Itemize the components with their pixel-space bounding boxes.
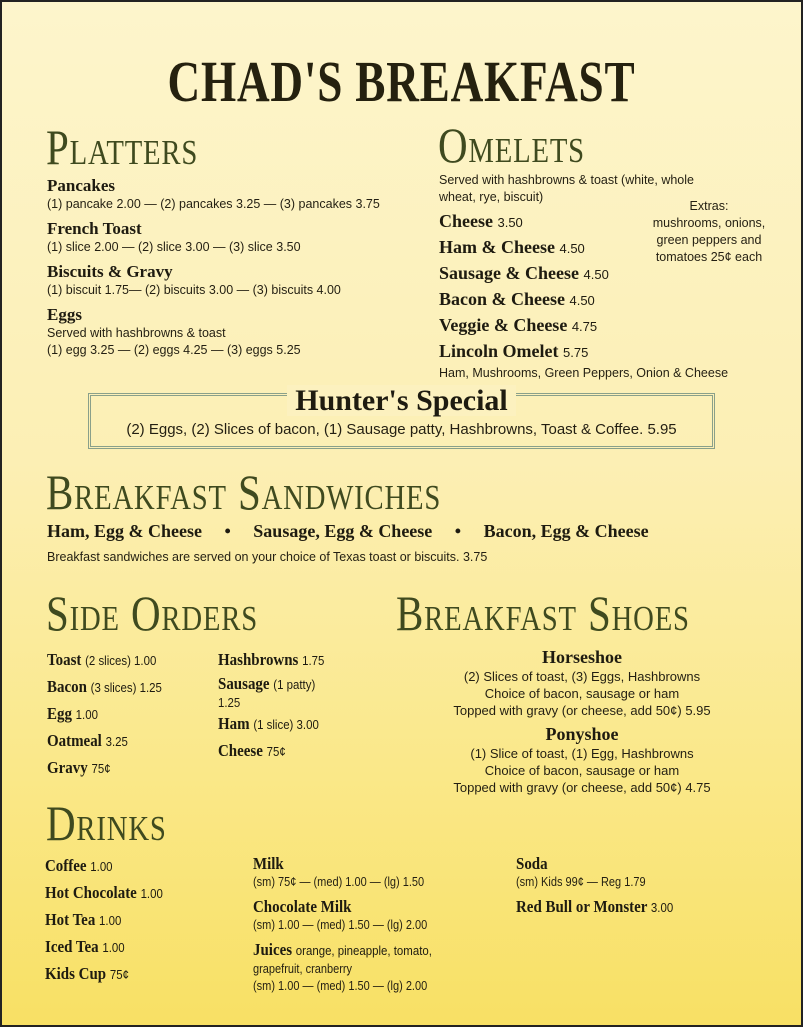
omelets-heading: Omelets: [438, 117, 585, 173]
hunters-special-desc: (2) Eggs, (2) Slices of bacon, (1) Sausage patty, Hashbrowns, Toast & Coffee. 5.95: [126, 421, 677, 438]
item-price: 75¢: [109, 967, 129, 982]
platters-heading: Platters: [46, 119, 199, 175]
item-desc: (sm) Kids 99¢ — Reg 1.79: [516, 875, 646, 889]
item-name: Red Bull or Monster: [516, 897, 648, 916]
item-name: Oatmeal: [47, 731, 102, 750]
item-desc: Choice of bacon, sausage or ham: [484, 686, 680, 701]
hunters-special-title: [0, 385, 803, 416]
extras-label: Extras:: [689, 199, 729, 213]
horseshoe: [402, 647, 762, 719]
item-name: Coffee: [45, 856, 87, 875]
sandwich-desc: Breakfast sandwiches are served on your choice of Texas toast or biscuits. 3.75: [47, 550, 488, 564]
omelets-note: wheat, rye, biscuit): [439, 190, 544, 204]
item-price: 1.00: [99, 913, 122, 928]
item-name: Biscuits & Gravy: [47, 262, 173, 281]
item-name: Pancakes: [47, 176, 115, 195]
sides-heading: Side Orders: [46, 585, 259, 641]
extras-line: mushrooms, onions,: [652, 216, 766, 230]
item-name: Sausage & Cheese: [439, 263, 579, 283]
item-name: Ponyshoe: [545, 724, 619, 744]
item-desc: Topped with gravy (or cheese, add 50¢) 5.95: [453, 703, 711, 718]
item-name: Toast: [47, 650, 82, 669]
drinks-col3: [516, 853, 673, 918]
drinks-heading: Drinks: [46, 795, 167, 851]
item-price: 3.50: [497, 215, 523, 230]
omelet-extras: [640, 198, 778, 266]
separator: •: [454, 521, 462, 541]
item-price: (2 slices) 1.00: [85, 653, 157, 668]
ponyshoe: [402, 724, 762, 796]
menu-title: CHAD'S BREAKFAST: [167, 49, 636, 114]
item-name: Sausage: [218, 674, 270, 693]
extras-line: tomatoes 25¢ each: [655, 250, 763, 264]
item-price: (3 slices) 1.25: [90, 680, 162, 695]
item-name: Iced Tea: [45, 937, 99, 956]
item-name: Lincoln Omelet: [439, 341, 559, 361]
item-name: Cheese: [218, 741, 263, 760]
juice-flavors: grapefruit, cranberry: [253, 962, 353, 976]
separator: •: [224, 521, 231, 541]
item-name: Hot Tea: [45, 910, 96, 929]
item-price: 1.00: [75, 707, 98, 722]
sandwich-item: Sausage, Egg & Cheese: [253, 521, 433, 541]
item-desc: (1) slice 2.00 — (2) slice 3.00 — (3) slice 3.50: [47, 240, 301, 254]
item-name: Milk: [253, 854, 284, 873]
sides-col1: [47, 647, 162, 782]
juice-flavors: orange, pineapple, tomato,: [295, 943, 432, 958]
item-price: 3.00: [650, 900, 674, 915]
sandwich-item: Ham, Egg & Cheese: [47, 521, 202, 541]
shoes-heading: Breakfast Shoes: [396, 585, 690, 641]
item-name: Ham & Cheese: [439, 237, 555, 257]
item-name: Kids Cup: [45, 964, 107, 983]
item-name: Chocolate Milk: [253, 897, 352, 916]
item-desc: (1) Slice of toast, (1) Egg, Hashbrowns: [470, 746, 694, 761]
item-price: 75¢: [266, 744, 286, 759]
sandwich-list: [47, 521, 649, 542]
item-desc: (sm) 1.00 — (med) 1.50 — (lg) 2.00: [253, 979, 428, 993]
item-name: Ham: [218, 714, 250, 733]
item-price: 1.25: [218, 695, 241, 710]
item-price: (1 slice) 3.00: [253, 717, 319, 732]
item-name: Juices: [253, 940, 293, 959]
item-name: Soda: [516, 854, 548, 873]
item-price: 5.75: [563, 345, 589, 360]
drinks-col2: [253, 853, 432, 995]
item-desc: (1) pancake 2.00 — (2) pancakes 3.25 — (3) pancakes 3.75: [47, 197, 380, 211]
item-name: Bacon & Cheese: [439, 289, 565, 309]
item-name: Egg: [47, 704, 72, 723]
item-desc: Topped with gravy (or cheese, add 50¢) 4.75: [453, 780, 711, 795]
sandwiches-heading: Breakfast Sandwiches: [46, 464, 442, 520]
sandwich-item: Bacon, Egg & Cheese: [483, 521, 649, 541]
item-price: 1.00: [90, 859, 113, 874]
sides-col2: [218, 647, 324, 765]
item-note: Served with hashbrowns & toast: [47, 326, 226, 340]
hunters-special-title-text: Hunter's Special: [287, 385, 516, 416]
omelets-note: Served with hashbrowns & toast (white, whole: [439, 173, 694, 187]
item-price: (1 patty): [273, 677, 316, 692]
item-desc: (1) egg 3.25 — (2) eggs 4.25 — (3) eggs 5.25: [47, 343, 301, 357]
item-name: Cheese: [439, 211, 493, 231]
item-price: 75¢: [91, 761, 111, 776]
item-price: 3.25: [105, 734, 128, 749]
item-price: 1.75: [302, 653, 325, 668]
item-name: Bacon: [47, 677, 87, 696]
item-price: 4.50: [583, 267, 609, 282]
item-name: Veggie & Cheese: [439, 315, 568, 335]
item-name: Hashbrowns: [218, 650, 299, 669]
item-price: 1.00: [140, 886, 163, 901]
item-name: Gravy: [47, 758, 88, 777]
item-desc: (sm) 1.00 — (med) 1.50 — (lg) 2.00: [253, 918, 428, 932]
item-name: Eggs: [47, 305, 82, 324]
item-name: Hot Chocolate: [45, 883, 137, 902]
item-desc: Choice of bacon, sausage or ham: [484, 763, 680, 778]
item-price: 1.00: [102, 940, 125, 955]
drinks-col1: [45, 853, 163, 988]
platters-list: [47, 175, 437, 359]
lincoln-desc: Ham, Mushrooms, Green Peppers, Onion & Cheese: [439, 366, 729, 380]
extras-line: green peppers and: [656, 233, 762, 247]
item-price: 4.50: [569, 293, 595, 308]
item-name: Horseshoe: [542, 647, 622, 667]
item-price: 4.75: [571, 319, 598, 334]
item-price: 4.50: [559, 241, 585, 256]
item-desc: (1) biscuit 1.75— (2) biscuits 3.00 — (3) biscuits 4.00: [47, 283, 341, 297]
item-desc: (2) Slices of toast, (3) Eggs, Hashbrowns: [463, 669, 701, 684]
item-desc: (sm) 75¢ — (med) 1.00 — (lg) 1.50: [253, 875, 425, 889]
item-name: French Toast: [47, 219, 142, 238]
